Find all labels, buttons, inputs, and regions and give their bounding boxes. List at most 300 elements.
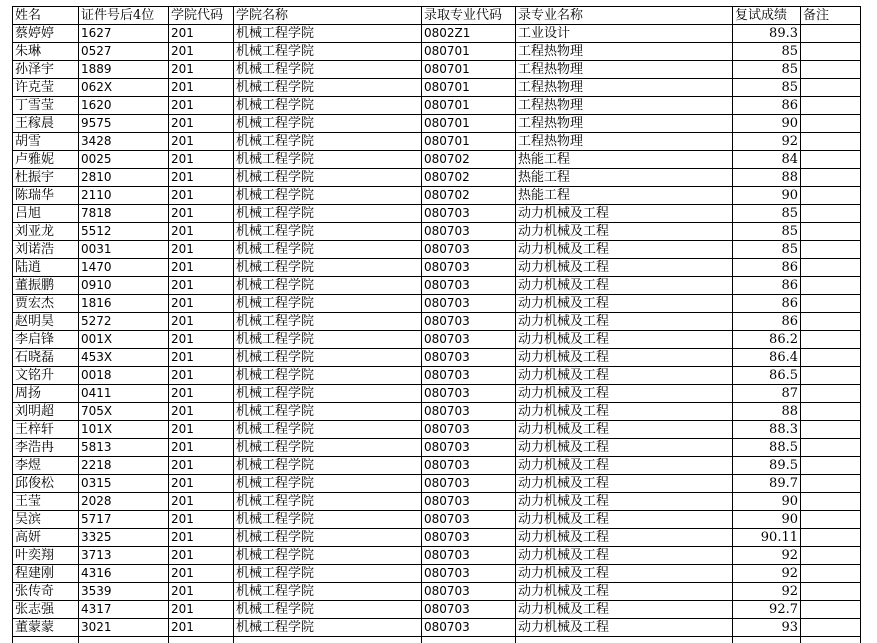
college-name-cell: 机械工程学院 bbox=[234, 367, 422, 385]
remarks-cell bbox=[801, 475, 861, 493]
remarks-cell bbox=[801, 241, 861, 259]
major-name-cell: 动力机械及工程 bbox=[516, 565, 733, 583]
major-code-cell: 080703 bbox=[422, 619, 516, 637]
score-cell: 88 bbox=[733, 169, 801, 187]
id-last4-cell: 705X bbox=[79, 403, 169, 421]
major-code-cell: 080703 bbox=[422, 331, 516, 349]
id-last4-cell: 3428 bbox=[79, 133, 169, 151]
id-last4-cell: 0031 bbox=[79, 241, 169, 259]
college-code-cell: 201 bbox=[169, 151, 234, 169]
header-id-last4: 证件号后4位 bbox=[79, 7, 169, 25]
id-last4-cell: 101X bbox=[79, 421, 169, 439]
major-code-cell: 080703 bbox=[422, 529, 516, 547]
name-cell: 董蒙蒙 bbox=[13, 619, 79, 637]
score-cell: 85 bbox=[733, 43, 801, 61]
major-name-cell: 动力机械及工程 bbox=[516, 331, 733, 349]
college-name-cell: 机械工程学院 bbox=[234, 241, 422, 259]
id-last4-cell: 3713 bbox=[79, 547, 169, 565]
score-cell: 89.7 bbox=[733, 475, 801, 493]
remarks-cell bbox=[801, 385, 861, 403]
name-cell: 邱俊松 bbox=[13, 475, 79, 493]
remarks-cell bbox=[801, 115, 861, 133]
college-name-cell: 机械工程学院 bbox=[234, 169, 422, 187]
major-name-cell: 热能工程 bbox=[516, 187, 733, 205]
name-cell: 董振鹏 bbox=[13, 277, 79, 295]
score-cell: 85 bbox=[733, 79, 801, 97]
name-cell: 刘诺浩 bbox=[13, 241, 79, 259]
major-name-cell: 动力机械及工程 bbox=[516, 421, 733, 439]
header-remarks: 备注 bbox=[801, 7, 861, 25]
major-name-cell: 动力机械及工程 bbox=[516, 475, 733, 493]
college-code-cell: 201 bbox=[169, 223, 234, 241]
table-row-cutoff bbox=[13, 637, 861, 643]
score-cell: 90 bbox=[733, 187, 801, 205]
major-code-cell: 080703 bbox=[422, 547, 516, 565]
score-cell: 86.5 bbox=[733, 367, 801, 385]
remarks-cell bbox=[801, 565, 861, 583]
empty-cell bbox=[13, 637, 79, 643]
score-cell: 89.5 bbox=[733, 457, 801, 475]
score-cell: 90 bbox=[733, 493, 801, 511]
id-last4-cell: 1620 bbox=[79, 97, 169, 115]
college-name-cell: 机械工程学院 bbox=[234, 601, 422, 619]
score-cell: 92.7 bbox=[733, 601, 801, 619]
major-code-cell: 080703 bbox=[422, 421, 516, 439]
major-name-cell: 工程热物理 bbox=[516, 43, 733, 61]
score-cell: 86 bbox=[733, 295, 801, 313]
college-name-cell: 机械工程学院 bbox=[234, 511, 422, 529]
major-name-cell: 动力机械及工程 bbox=[516, 439, 733, 457]
remarks-cell bbox=[801, 529, 861, 547]
name-cell: 孙泽宇 bbox=[13, 61, 79, 79]
remarks-cell bbox=[801, 421, 861, 439]
id-last4-cell: 1627 bbox=[79, 25, 169, 43]
id-last4-cell: 5717 bbox=[79, 511, 169, 529]
college-code-cell: 201 bbox=[169, 421, 234, 439]
major-code-cell: 080702 bbox=[422, 169, 516, 187]
name-cell: 蔡婷婷 bbox=[13, 25, 79, 43]
college-code-cell: 201 bbox=[169, 565, 234, 583]
id-last4-cell: 3021 bbox=[79, 619, 169, 637]
empty-cell bbox=[516, 637, 733, 643]
college-code-cell: 201 bbox=[169, 187, 234, 205]
college-code-cell: 201 bbox=[169, 601, 234, 619]
major-name-cell: 动力机械及工程 bbox=[516, 511, 733, 529]
remarks-cell bbox=[801, 583, 861, 601]
college-code-cell: 201 bbox=[169, 439, 234, 457]
remarks-cell bbox=[801, 187, 861, 205]
major-code-cell: 080703 bbox=[422, 601, 516, 619]
table-row bbox=[13, 205, 861, 223]
table-row bbox=[13, 79, 861, 97]
major-code-cell: 080703 bbox=[422, 565, 516, 583]
major-name-cell: 热能工程 bbox=[516, 169, 733, 187]
id-last4-cell: 2028 bbox=[79, 493, 169, 511]
college-name-cell: 机械工程学院 bbox=[234, 223, 422, 241]
table-row bbox=[13, 565, 861, 583]
score-cell: 90 bbox=[733, 511, 801, 529]
remarks-cell bbox=[801, 205, 861, 223]
id-last4-cell: 1470 bbox=[79, 259, 169, 277]
score-cell: 90 bbox=[733, 115, 801, 133]
college-code-cell: 201 bbox=[169, 529, 234, 547]
name-cell: 杜振宇 bbox=[13, 169, 79, 187]
name-cell: 吕旭 bbox=[13, 205, 79, 223]
name-cell: 陆逍 bbox=[13, 259, 79, 277]
major-code-cell: 080703 bbox=[422, 277, 516, 295]
college-name-cell: 机械工程学院 bbox=[234, 313, 422, 331]
major-code-cell: 080703 bbox=[422, 259, 516, 277]
college-code-cell: 201 bbox=[169, 115, 234, 133]
table-row bbox=[13, 511, 861, 529]
college-name-cell: 机械工程学院 bbox=[234, 493, 422, 511]
score-cell: 84 bbox=[733, 151, 801, 169]
major-name-cell: 动力机械及工程 bbox=[516, 367, 733, 385]
college-code-cell: 201 bbox=[169, 547, 234, 565]
major-code-cell: 080703 bbox=[422, 403, 516, 421]
major-name-cell: 动力机械及工程 bbox=[516, 313, 733, 331]
table-row bbox=[13, 385, 861, 403]
name-cell: 刘亚龙 bbox=[13, 223, 79, 241]
name-cell: 胡雪 bbox=[13, 133, 79, 151]
id-last4-cell: 2218 bbox=[79, 457, 169, 475]
id-last4-cell: 7818 bbox=[79, 205, 169, 223]
college-name-cell: 机械工程学院 bbox=[234, 439, 422, 457]
table-row bbox=[13, 367, 861, 385]
remarks-cell bbox=[801, 403, 861, 421]
remarks-cell bbox=[801, 349, 861, 367]
major-name-cell: 动力机械及工程 bbox=[516, 619, 733, 637]
id-last4-cell: 3325 bbox=[79, 529, 169, 547]
score-cell: 86.4 bbox=[733, 349, 801, 367]
table-row bbox=[13, 583, 861, 601]
remarks-cell bbox=[801, 367, 861, 385]
remarks-cell bbox=[801, 313, 861, 331]
name-cell: 张志强 bbox=[13, 601, 79, 619]
major-code-cell: 080703 bbox=[422, 457, 516, 475]
table-row bbox=[13, 331, 861, 349]
major-name-cell: 动力机械及工程 bbox=[516, 223, 733, 241]
name-cell: 周扬 bbox=[13, 385, 79, 403]
header-college-code: 学院代码 bbox=[169, 7, 234, 25]
empty-cell bbox=[79, 637, 169, 643]
remarks-cell bbox=[801, 43, 861, 61]
empty-cell bbox=[801, 637, 861, 643]
college-code-cell: 201 bbox=[169, 385, 234, 403]
score-cell: 92 bbox=[733, 583, 801, 601]
major-name-cell: 动力机械及工程 bbox=[516, 547, 733, 565]
score-cell: 93 bbox=[733, 619, 801, 637]
table-row bbox=[13, 313, 861, 331]
score-cell: 92 bbox=[733, 133, 801, 151]
remarks-cell bbox=[801, 133, 861, 151]
remarks-cell bbox=[801, 331, 861, 349]
remarks-cell bbox=[801, 277, 861, 295]
college-code-cell: 201 bbox=[169, 79, 234, 97]
remarks-cell bbox=[801, 259, 861, 277]
college-name-cell: 机械工程学院 bbox=[234, 151, 422, 169]
name-cell: 王莹 bbox=[13, 493, 79, 511]
empty-cell bbox=[234, 637, 422, 643]
remarks-cell bbox=[801, 493, 861, 511]
remarks-cell bbox=[801, 169, 861, 187]
major-code-cell: 080703 bbox=[422, 583, 516, 601]
college-code-cell: 201 bbox=[169, 457, 234, 475]
college-name-cell: 机械工程学院 bbox=[234, 259, 422, 277]
id-last4-cell: 9575 bbox=[79, 115, 169, 133]
table-row bbox=[13, 295, 861, 313]
score-cell: 90.11 bbox=[733, 529, 801, 547]
remarks-cell bbox=[801, 79, 861, 97]
college-name-cell: 机械工程学院 bbox=[234, 583, 422, 601]
id-last4-cell: 0910 bbox=[79, 277, 169, 295]
major-code-cell: 080703 bbox=[422, 313, 516, 331]
college-code-cell: 201 bbox=[169, 259, 234, 277]
name-cell: 叶奕翔 bbox=[13, 547, 79, 565]
remarks-cell bbox=[801, 439, 861, 457]
id-last4-cell: 2110 bbox=[79, 187, 169, 205]
score-cell: 88.5 bbox=[733, 439, 801, 457]
table-row bbox=[13, 241, 861, 259]
header-retest-score: 复试成绩 bbox=[733, 7, 801, 25]
score-cell: 87 bbox=[733, 385, 801, 403]
college-code-cell: 201 bbox=[169, 295, 234, 313]
remarks-cell bbox=[801, 25, 861, 43]
major-name-cell: 工程热物理 bbox=[516, 133, 733, 151]
empty-cell bbox=[169, 637, 234, 643]
major-name-cell: 动力机械及工程 bbox=[516, 385, 733, 403]
major-code-cell: 080701 bbox=[422, 115, 516, 133]
table-row bbox=[13, 187, 861, 205]
college-code-cell: 201 bbox=[169, 403, 234, 421]
name-cell: 李煜 bbox=[13, 457, 79, 475]
college-name-cell: 机械工程学院 bbox=[234, 25, 422, 43]
id-last4-cell: 0025 bbox=[79, 151, 169, 169]
remarks-cell bbox=[801, 97, 861, 115]
id-last4-cell: 2810 bbox=[79, 169, 169, 187]
college-name-cell: 机械工程学院 bbox=[234, 61, 422, 79]
empty-cell bbox=[733, 637, 801, 643]
name-cell: 高妍 bbox=[13, 529, 79, 547]
name-cell: 王梓轩 bbox=[13, 421, 79, 439]
remarks-cell bbox=[801, 619, 861, 637]
name-cell: 朱琳 bbox=[13, 43, 79, 61]
major-name-cell: 动力机械及工程 bbox=[516, 601, 733, 619]
id-last4-cell: 1816 bbox=[79, 295, 169, 313]
college-name-cell: 机械工程学院 bbox=[234, 349, 422, 367]
major-code-cell: 080701 bbox=[422, 61, 516, 79]
remarks-cell bbox=[801, 547, 861, 565]
major-code-cell: 080701 bbox=[422, 133, 516, 151]
table-row bbox=[13, 61, 861, 79]
name-cell: 贾宏杰 bbox=[13, 295, 79, 313]
name-cell: 卢雅妮 bbox=[13, 151, 79, 169]
major-code-cell: 080703 bbox=[422, 439, 516, 457]
college-name-cell: 机械工程学院 bbox=[234, 79, 422, 97]
major-name-cell: 动力机械及工程 bbox=[516, 529, 733, 547]
major-code-cell: 080703 bbox=[422, 205, 516, 223]
header-row bbox=[13, 7, 861, 25]
table-row bbox=[13, 115, 861, 133]
major-name-cell: 工程热物理 bbox=[516, 115, 733, 133]
college-name-cell: 机械工程学院 bbox=[234, 331, 422, 349]
college-code-cell: 201 bbox=[169, 277, 234, 295]
major-code-cell: 080703 bbox=[422, 385, 516, 403]
table-row bbox=[13, 97, 861, 115]
name-cell: 李浩冉 bbox=[13, 439, 79, 457]
college-code-cell: 201 bbox=[169, 169, 234, 187]
id-last4-cell: 5813 bbox=[79, 439, 169, 457]
remarks-cell bbox=[801, 295, 861, 313]
college-name-cell: 机械工程学院 bbox=[234, 205, 422, 223]
major-code-cell: 080702 bbox=[422, 187, 516, 205]
score-cell: 86 bbox=[733, 313, 801, 331]
score-cell: 92 bbox=[733, 565, 801, 583]
name-cell: 刘明超 bbox=[13, 403, 79, 421]
name-cell: 程建刚 bbox=[13, 565, 79, 583]
table-row bbox=[13, 421, 861, 439]
college-code-cell: 201 bbox=[169, 25, 234, 43]
table-row bbox=[13, 619, 861, 637]
college-code-cell: 201 bbox=[169, 241, 234, 259]
major-code-cell: 080701 bbox=[422, 79, 516, 97]
id-last4-cell: 0527 bbox=[79, 43, 169, 61]
college-name-cell: 机械工程学院 bbox=[234, 619, 422, 637]
table-row bbox=[13, 601, 861, 619]
college-name-cell: 机械工程学院 bbox=[234, 547, 422, 565]
id-last4-cell: 001X bbox=[79, 331, 169, 349]
header-major-name: 录专业名称 bbox=[516, 7, 733, 25]
table-row bbox=[13, 43, 861, 61]
major-code-cell: 080703 bbox=[422, 493, 516, 511]
score-cell: 88.3 bbox=[733, 421, 801, 439]
major-name-cell: 动力机械及工程 bbox=[516, 583, 733, 601]
name-cell: 陈瑞华 bbox=[13, 187, 79, 205]
college-code-cell: 201 bbox=[169, 583, 234, 601]
header-college-name: 学院名称 bbox=[234, 7, 422, 25]
college-name-cell: 机械工程学院 bbox=[234, 457, 422, 475]
name-cell: 张传奇 bbox=[13, 583, 79, 601]
college-code-cell: 201 bbox=[169, 61, 234, 79]
name-cell: 赵明昊 bbox=[13, 313, 79, 331]
major-code-cell: 080703 bbox=[422, 349, 516, 367]
college-code-cell: 201 bbox=[169, 97, 234, 115]
id-last4-cell: 5272 bbox=[79, 313, 169, 331]
major-name-cell: 工业设计 bbox=[516, 25, 733, 43]
id-last4-cell: 5512 bbox=[79, 223, 169, 241]
college-name-cell: 机械工程学院 bbox=[234, 43, 422, 61]
major-code-cell: 080703 bbox=[422, 241, 516, 259]
remarks-cell bbox=[801, 61, 861, 79]
score-table bbox=[12, 6, 861, 643]
major-name-cell: 工程热物理 bbox=[516, 79, 733, 97]
score-cell: 86 bbox=[733, 97, 801, 115]
id-last4-cell: 3539 bbox=[79, 583, 169, 601]
major-name-cell: 动力机械及工程 bbox=[516, 205, 733, 223]
college-name-cell: 机械工程学院 bbox=[234, 421, 422, 439]
id-last4-cell: 453X bbox=[79, 349, 169, 367]
college-code-cell: 201 bbox=[169, 313, 234, 331]
table-row bbox=[13, 25, 861, 43]
remarks-cell bbox=[801, 601, 861, 619]
score-cell: 89.3 bbox=[733, 25, 801, 43]
college-code-cell: 201 bbox=[169, 511, 234, 529]
id-last4-cell: 0315 bbox=[79, 475, 169, 493]
name-cell: 王稼晨 bbox=[13, 115, 79, 133]
college-name-cell: 机械工程学院 bbox=[234, 277, 422, 295]
major-code-cell: 080703 bbox=[422, 367, 516, 385]
major-name-cell: 工程热物理 bbox=[516, 61, 733, 79]
table-row bbox=[13, 259, 861, 277]
college-name-cell: 机械工程学院 bbox=[234, 565, 422, 583]
major-code-cell: 080703 bbox=[422, 511, 516, 529]
score-cell: 86.2 bbox=[733, 331, 801, 349]
table-row bbox=[13, 151, 861, 169]
name-cell: 李启锋 bbox=[13, 331, 79, 349]
major-code-cell: 080701 bbox=[422, 97, 516, 115]
name-cell: 石晓磊 bbox=[13, 349, 79, 367]
major-name-cell: 热能工程 bbox=[516, 151, 733, 169]
college-code-cell: 201 bbox=[169, 133, 234, 151]
score-cell: 85 bbox=[733, 223, 801, 241]
college-name-cell: 机械工程学院 bbox=[234, 475, 422, 493]
name-cell: 文铭升 bbox=[13, 367, 79, 385]
table-row bbox=[13, 475, 861, 493]
major-code-cell: 080703 bbox=[422, 223, 516, 241]
score-cell: 86 bbox=[733, 259, 801, 277]
id-last4-cell: 0411 bbox=[79, 385, 169, 403]
college-code-cell: 201 bbox=[169, 475, 234, 493]
major-name-cell: 动力机械及工程 bbox=[516, 349, 733, 367]
table-row bbox=[13, 349, 861, 367]
table-row bbox=[13, 403, 861, 421]
table-row bbox=[13, 493, 861, 511]
major-code-cell: 080703 bbox=[422, 475, 516, 493]
table-body bbox=[13, 7, 861, 643]
score-cell: 86 bbox=[733, 277, 801, 295]
id-last4-cell: 0018 bbox=[79, 367, 169, 385]
college-name-cell: 机械工程学院 bbox=[234, 385, 422, 403]
score-cell: 85 bbox=[733, 241, 801, 259]
score-cell: 88 bbox=[733, 403, 801, 421]
college-code-cell: 201 bbox=[169, 205, 234, 223]
major-name-cell: 动力机械及工程 bbox=[516, 241, 733, 259]
major-name-cell: 动力机械及工程 bbox=[516, 403, 733, 421]
score-cell: 85 bbox=[733, 205, 801, 223]
remarks-cell bbox=[801, 457, 861, 475]
score-cell: 85 bbox=[733, 61, 801, 79]
major-name-cell: 动力机械及工程 bbox=[516, 295, 733, 313]
college-name-cell: 机械工程学院 bbox=[234, 295, 422, 313]
header-major-code: 录取专业代码 bbox=[422, 7, 516, 25]
college-name-cell: 机械工程学院 bbox=[234, 133, 422, 151]
major-code-cell: 080701 bbox=[422, 43, 516, 61]
major-code-cell: 080703 bbox=[422, 295, 516, 313]
table-row bbox=[13, 439, 861, 457]
college-code-cell: 201 bbox=[169, 619, 234, 637]
college-name-cell: 机械工程学院 bbox=[234, 97, 422, 115]
id-last4-cell: 1889 bbox=[79, 61, 169, 79]
college-code-cell: 201 bbox=[169, 493, 234, 511]
id-last4-cell: 4317 bbox=[79, 601, 169, 619]
score-cell: 92 bbox=[733, 547, 801, 565]
table-row bbox=[13, 457, 861, 475]
major-name-cell: 动力机械及工程 bbox=[516, 277, 733, 295]
remarks-cell bbox=[801, 151, 861, 169]
id-last4-cell: 4316 bbox=[79, 565, 169, 583]
college-code-cell: 201 bbox=[169, 367, 234, 385]
remarks-cell bbox=[801, 511, 861, 529]
